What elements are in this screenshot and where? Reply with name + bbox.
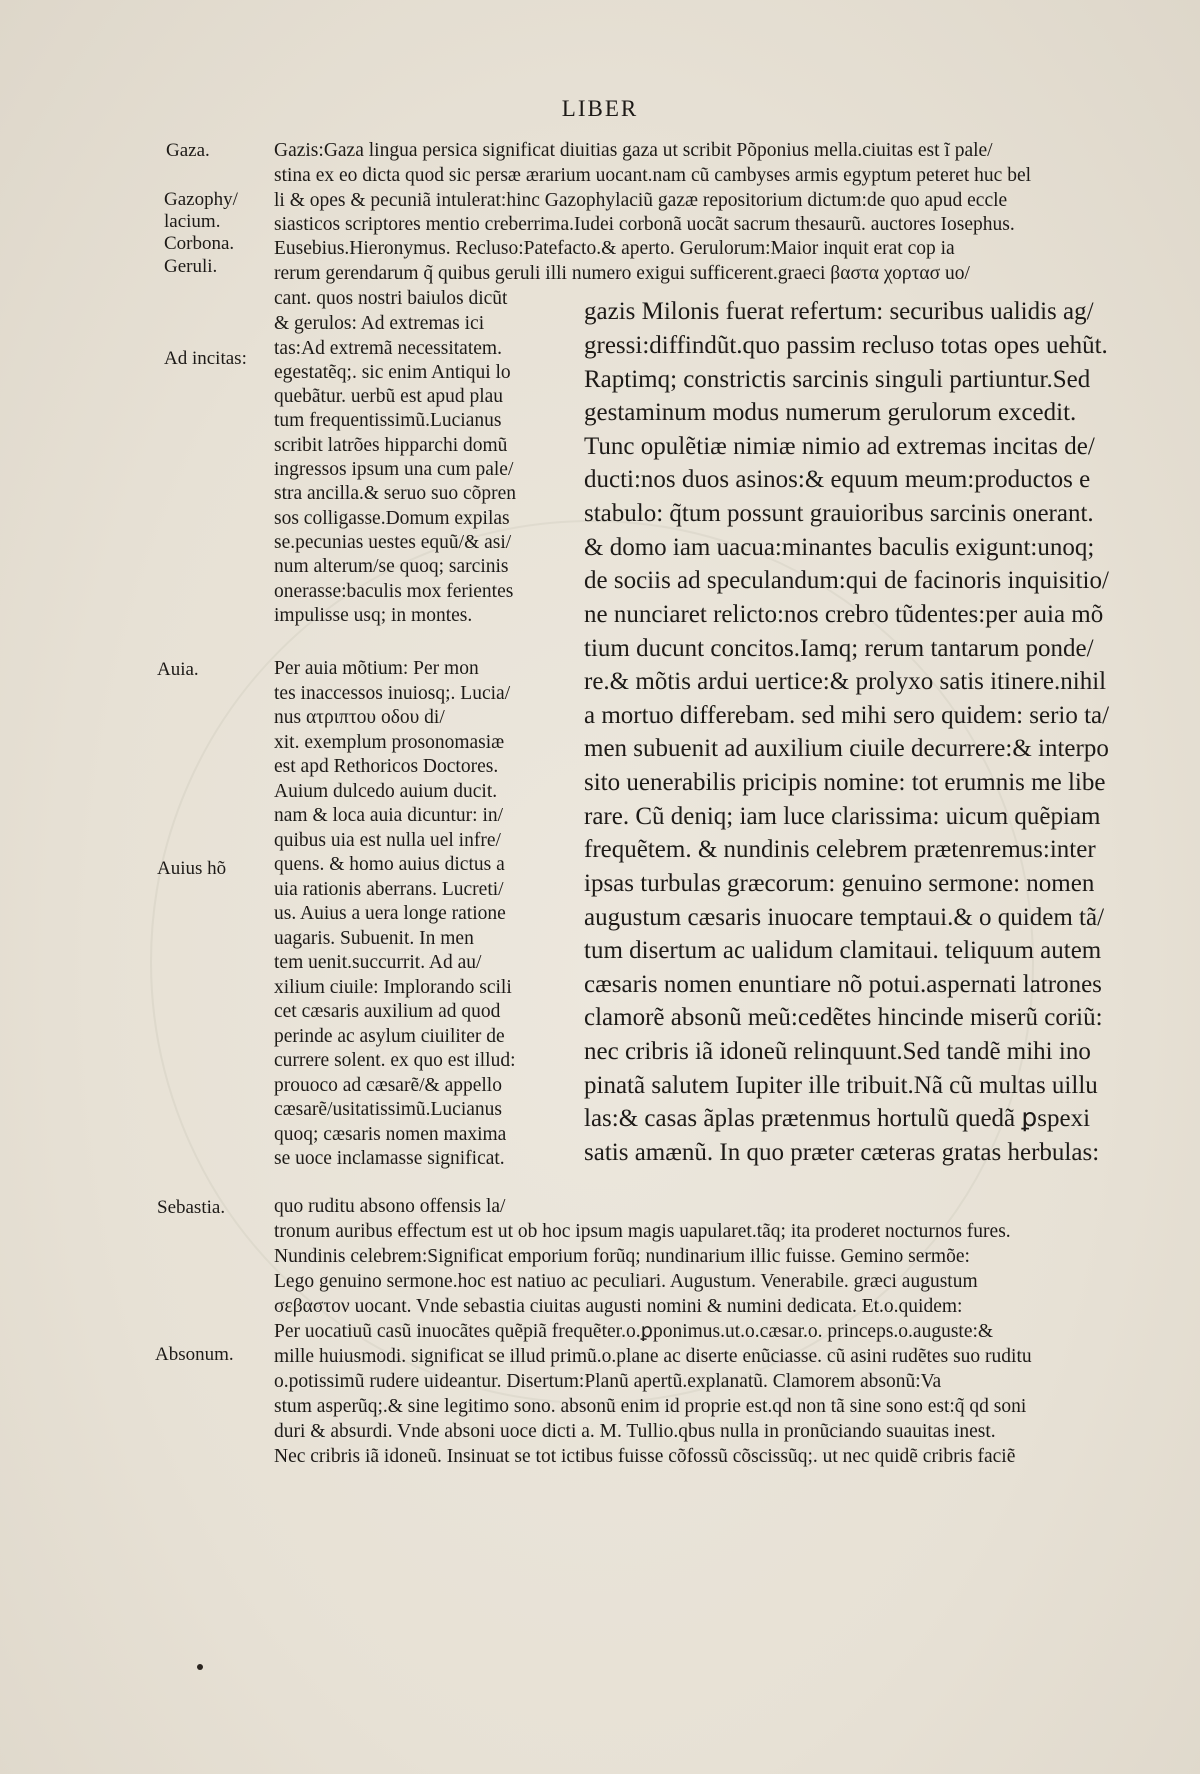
main-text-line: a mortuo differebam. sed mihi sero quidem: serio ta/: [584, 702, 1110, 729]
commentary-line: Gazis:Gaza lingua persica significat diuitias gaza ut scribit Põponius mella.ciuitas est ĩ pale/: [274, 140, 993, 161]
commentary-line: perinde ac asylum ciuiliter de: [274, 1026, 505, 1047]
commentary-line: Eusebius.Hieronymus. Recluso:Patefacto.& aperto. Gerulorum:Maior inquit erat cop ia: [274, 238, 955, 259]
commentary-line: stina ex eo dicta quod sic persæ ærarium uocant.nam cũ cambyses armis egyptum peteret huc bel: [274, 165, 1032, 186]
commentary-line: uagaris. Subuenit. In men: [274, 928, 474, 949]
commentary-line: quibus uia est nulla uel infre/: [274, 830, 501, 851]
commentary-line: egestatẽq;. sic enim Antiqui lo: [274, 362, 511, 383]
commentary-line: ingressos ipsum una cum pale/: [274, 459, 514, 480]
page-header: LIBER: [561, 96, 639, 121]
main-text-line: rare. Cũ deniq; iam luce clarissima: uicum quẽpiam: [584, 803, 1101, 830]
main-text-line: Raptimq; constrictis sarcinis singuli partiuntur.Sed: [584, 366, 1091, 393]
commentary-line: uia rationis aberrans. Lucreti/: [274, 879, 504, 900]
margin-note: lacium.: [164, 211, 221, 232]
main-text-line: Tunc opulẽtiæ nimiæ nimio ad extremas incitas de/: [584, 433, 1095, 460]
commentary-line: mille huiusmodi. significat se illud primũ.o.plane ac diserte enũciasse. cũ asini rudẽtes suo ruditu: [274, 1346, 1032, 1367]
commentary-line: currere solent. ex quo est illud:: [274, 1050, 516, 1071]
commentary-line: se uoce inclamasse significat.: [274, 1148, 505, 1169]
commentary-line: est apd Rethoricos Doctores.: [274, 756, 499, 777]
main-text-line: gazis Milonis fuerat refertum: securibus ualidis ag/: [584, 298, 1094, 325]
main-text-line: & domo iam uacua:minantes baculis exigunt:unoq;: [584, 534, 1095, 561]
margin-note: Ad incitas:: [164, 348, 247, 369]
main-text-line: cæsaris nomen enuntiare nõ potui.aspernati latrones: [584, 971, 1102, 998]
main-text-line: de sociis ad speculandum:qui de facinoris inquisitio/: [584, 567, 1109, 594]
commentary-line: onerasse:baculis mox ferientes: [274, 581, 514, 602]
commentary-line: tem uenit.succurrit. Ad au/: [274, 952, 482, 973]
commentary-line: quo ruditu absono offensis la/: [274, 1196, 506, 1217]
commentary-line: duri & absurdi. Vnde absoni uoce dicti a. M. Tullio.qbus nulla in pronũciando suauitas inest.: [274, 1421, 996, 1442]
commentary-line: tes inaccessos inuiosq;. Lucia/: [274, 683, 511, 704]
main-text-line: tium ducunt concitos.Iamq; rerum tantarum ponde/: [584, 635, 1094, 662]
main-text-line: gressi:diffindũt.quo passim recluso totas opes uehũt.: [584, 332, 1108, 359]
commentary-line: nam & loca auia dicuntur: in/: [274, 805, 504, 826]
main-text-line: men subuenit ad auxilium ciuile decurrere:& interpo: [584, 735, 1109, 762]
commentary-line: xilium ciuile: Implorando scili: [274, 977, 512, 998]
commentary-line: sos colligasse.Domum expilas: [274, 508, 510, 529]
main-text-line: stabulo: q̃tum possunt grauioribus sarcinis onerant.: [584, 500, 1094, 527]
main-text-line: pinatã salutem Iupiter ille tribuit.Nã cũ multas uillu: [584, 1072, 1098, 1099]
commentary-line: scribit latrões hipparchi domũ: [274, 435, 508, 456]
main-text-line: nec cribris iã idoneũ relinquunt.Sed tandẽ mihi ino: [584, 1038, 1091, 1065]
margin-note: Gaza.: [166, 140, 210, 161]
commentary-line: se.pecunias uestes equũ/& asi/: [274, 532, 512, 553]
commentary-line: stum asperũq;.& sine legitimo sono. absonũ enim id proprie est.qd non tã sine sono est:q̃ qd soni: [274, 1396, 1027, 1417]
commentary-line: cet cæsaris auxilium ad quod: [274, 1001, 501, 1022]
commentary-line: rerum gerendarum q̃ quibus geruli illi numero exigui sufficerent.graeci βαστα χορτασ uo/: [274, 263, 970, 284]
main-text-line: re.& mõtis ardui uertice:& prolyxo satis itinere.nihil: [584, 668, 1107, 695]
main-text-line: augustum cæsaris inuocare temptaui.& o quidem tã/: [584, 904, 1105, 931]
commentary-line: Lego genuino sermone.hoc est natiuo ac peculiari. Augustum. Venerabile. græci augustum: [274, 1271, 978, 1292]
main-text-line: frequẽtem. & nundinis celebrem prætenremus:inter: [584, 836, 1096, 863]
main-text-line: clamorẽ absonũ meũ:cedẽtes hincinde miserũ coriũ:: [584, 1004, 1103, 1031]
margin-note: Auius hõ: [157, 858, 227, 879]
main-text-line: ducti:nos duos asinos:& equum meum:productos e: [584, 466, 1091, 493]
margin-note: Auia.: [157, 659, 199, 680]
main-text-line: gestaminum modus numerum gerulorum excedit.: [584, 399, 1077, 426]
main-text-line: ipsas turbulas græcorum: genuino sermone: nomen: [584, 870, 1095, 897]
margin-note: Geruli.: [164, 256, 218, 277]
main-text-line: tum disertum ac ualidum clamitaui. teliquum autem: [584, 937, 1102, 964]
commentary-line: prouoco ad cæsarẽ/& appello: [274, 1075, 502, 1096]
margin-note: Absonum.: [155, 1344, 234, 1365]
commentary-line: quebãtur. uerbũ est apud plau: [274, 386, 504, 407]
commentary-line: Per auia mõtium: Per mon: [274, 658, 479, 679]
commentary-line: impulisse usq; in montes.: [274, 605, 473, 626]
commentary-line: xit. exemplum prosonomasiæ: [274, 732, 505, 753]
commentary-line: o.potissimũ rudere uideantur. Disertum:Planũ apertũ.explanatũ. Clamorem absonũ:Va: [274, 1371, 942, 1392]
commentary-line: cæsarẽ/usitatissimũ.Lucianus: [274, 1099, 503, 1120]
margin-note: Sebastia.: [157, 1197, 226, 1218]
commentary-line: stra ancilla.& seruo suo cõpren: [274, 483, 517, 504]
main-text-line: sito uenerabilis pricipis nomine: tot erumnis me libe: [584, 769, 1106, 796]
commentary-line: tronum auribus effectum est ut ob hoc ipsum magis uapularet.tãq; ita proderet nocturnos fures.: [274, 1221, 1011, 1242]
margin-note: Gazophy/: [164, 189, 238, 210]
commentary-line: tas:Ad extremã necessitatem.: [274, 338, 502, 359]
commentary-line: us. Auius a uera longe ratione: [274, 903, 506, 924]
main-text-line: las:& casas ãplas prætenmus hortulũ quedã ꝑspexi: [584, 1105, 1091, 1132]
main-text-line: satis amænũ. In quo præter cæteras gratas herbulas:: [584, 1139, 1100, 1166]
commentary-line: nus ατριπτου οδου di/: [274, 707, 445, 728]
commentary-line: quoq; cæsaris nomen maxima: [274, 1124, 507, 1145]
ink-spot: [197, 1664, 203, 1670]
commentary-line: cant. quos nostri baiulos dicũt: [274, 288, 508, 309]
commentary-line: tum frequentissimũ.Lucianus: [274, 410, 502, 431]
commentary-line: Auium dulcedo auium ducit.: [274, 781, 498, 802]
margin-note: Corbona.: [164, 233, 235, 254]
commentary-line: num alterum/se quoq; sarcinis: [274, 556, 509, 577]
commentary-line: Per uocatiuũ casũ inuocãtes quẽpiã frequẽter.o.ꝑponimus.ut.o.cæsar.o. princeps.o.auguste:&: [274, 1321, 994, 1342]
commentary-line: σεβαστον uocant. Vnde sebastia ciuitas augusti nomini & numini dedicata. Et.o.quidem:: [274, 1296, 963, 1317]
commentary-line: li & opes & pecuniã intulerat:hinc Gazophylaciũ gazæ repositorium dictum:de quo apud eccle: [274, 190, 1008, 211]
main-text-line: ne nunciaret relicto:nos crebro tũdentes:per auia mõ: [584, 601, 1104, 628]
commentary-line: quens. & homo auius dictus a: [274, 854, 505, 875]
commentary-line: siasticos scriptores mentio creberrima.Iudei corbonã uocãt sacrum thesaurũ. auctores Iosephus.: [274, 214, 1015, 235]
commentary-line: Nec cribris iã idoneũ. Insinuat se tot ictibus fuisse cõfossũ cõscissũq;. ut nec quidẽ cribris faciẽ: [274, 1446, 1016, 1467]
commentary-line: & gerulos: Ad extremas ici: [274, 313, 485, 334]
commentary-line: Nundinis celebrem:Significat emporium forũq; nundinarium illic fuisse. Gemino sermõe:: [274, 1246, 970, 1267]
